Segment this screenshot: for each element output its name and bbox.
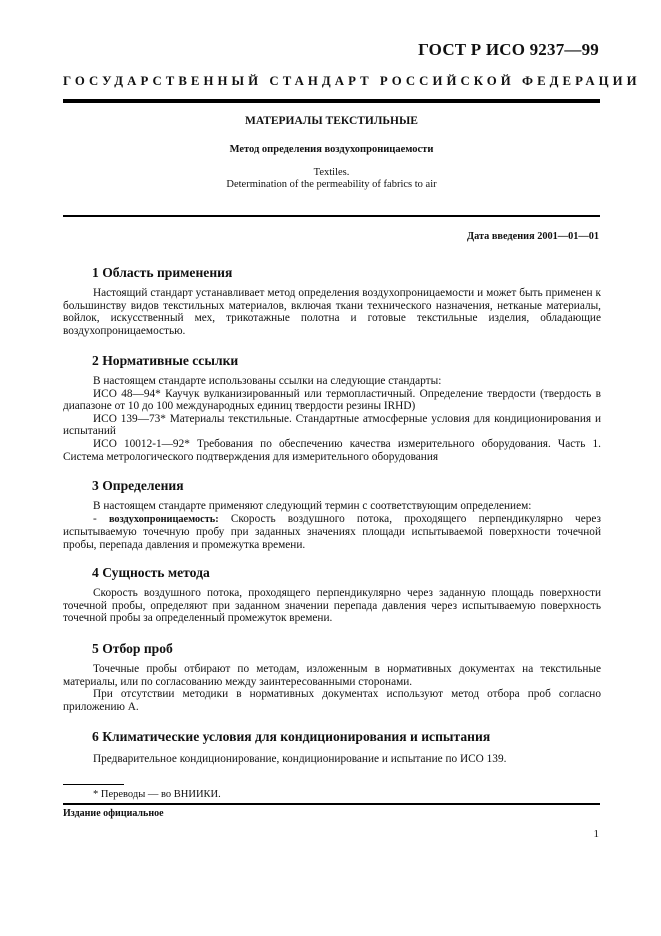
reference-iso-48: ИСО 48—94* Каучук вулканизированный или термопластичный. Определение твердости (твердость в диапазоне от 10 до 100 международных единиц твердости резины IRHD) xyxy=(63,387,601,413)
state-standard-banner: ГОСУДАРСТВЕННЫЙ СТАНДАРТ РОССИЙСКОЙ ФЕДЕРАЦИИ xyxy=(63,74,641,88)
paragraph: Скорость воздушного потока, проходящего перпендикулярно через заданную площадь поверхности точечной пробы, определяют при заданном значении перепада давления через испытываемую поверхность точечной пробы за определенный промежуток времени. xyxy=(63,587,601,625)
section-method-principle xyxy=(63,565,601,625)
footer-rule xyxy=(63,803,600,805)
paragraph: Предварительное кондиционирование, кондиционирование и испытание по ИСО 139. xyxy=(93,753,507,765)
paragraph: Настоящий стандарт устанавливает метод определения воздухопроницаемости и может быть применен к большинству видов текстильных материалов, включая ткани технического назначения, нетканые материалы, войлок, искусственный мех, трикотажные полотна и готовые текстильные изделия, обладающие воздухопроницаемостью. xyxy=(63,287,601,337)
title-rule xyxy=(63,215,600,217)
introduction-date: Дата введения 2001—01—01 xyxy=(467,231,599,242)
section-sampling xyxy=(63,641,601,713)
section-heading: 1 Область применения xyxy=(92,265,233,280)
english-title-line-2: Determination of the permeability of fabrics to air xyxy=(226,179,437,191)
page-number: 1 xyxy=(593,828,599,840)
header-rule xyxy=(63,99,600,103)
section-heading: 6 Климатические условия для кондиционирования и испытания xyxy=(92,729,491,744)
edition-label: Издание официальное xyxy=(63,808,164,819)
section-climatic-conditions xyxy=(63,729,601,766)
english-title xyxy=(63,167,600,192)
paragraph: Точечные пробы отбирают по методам, изложенным в нормативных документах на текстильные материалы, или по согласованию между заинтересованными сторонами. xyxy=(63,663,601,688)
section-scope xyxy=(63,265,601,337)
section-heading: 4 Сущность метода xyxy=(92,565,210,580)
section-definitions xyxy=(63,478,601,551)
paragraph: В настоящем стандарте использованы ссылки на следующие стандарты: xyxy=(93,375,442,387)
paragraph: При отсутствии методики в нормативных документах используют метод отбора проб согласно приложению А. xyxy=(63,688,601,713)
english-title-line-1: Textiles. xyxy=(313,167,350,178)
reference-iso-10012: ИСО 10012-1—92* Требования по обеспечению качества измерительного оборудования. Часть 1. Система метрологического подтверждения для измерительного оборудования xyxy=(63,437,601,463)
section-heading: 5 Отбор проб xyxy=(92,641,173,656)
term-definition: Скорость воздушного потока, проходящего перпендикулярно через испытываемую точечную пробу при заданных значениях площади испытываемой поверхности точечной пробы, перепада давления и промежутка времени. xyxy=(63,512,602,551)
term: воздухопроницаемость: xyxy=(108,513,219,525)
definition-air-permeability: - воздухопроницаемость: Скорость воздушного потока, проходящего перпендикулярно через испытываемую точечную пробу при заданных значениях площади испытываемой поверхности точечной пробы, перепада давления и промежутка времени. xyxy=(63,512,602,551)
footnote: * Переводы — во ВНИИКИ. xyxy=(93,789,221,800)
section-heading: 2 Нормативные ссылки xyxy=(92,353,239,368)
reference-iso-139: ИСО 139—73* Материалы текстильные. Стандартные атмосферные условия для кондиционирования и испытаний xyxy=(63,412,601,438)
document-code: ГОСТ Р ИСО 9237—99 xyxy=(418,40,599,59)
document-title: МАТЕРИАЛЫ ТЕКСТИЛЬНЫЕ xyxy=(245,115,418,127)
paragraph: В настоящем стандарте применяют следующий термин с соответствующим определением: xyxy=(93,500,532,512)
footnote-rule xyxy=(63,784,124,785)
document-subtitle: Метод определения воздухопроницаемости xyxy=(229,144,434,155)
section-normative-references xyxy=(63,353,601,463)
section-heading: 3 Определения xyxy=(92,478,184,493)
